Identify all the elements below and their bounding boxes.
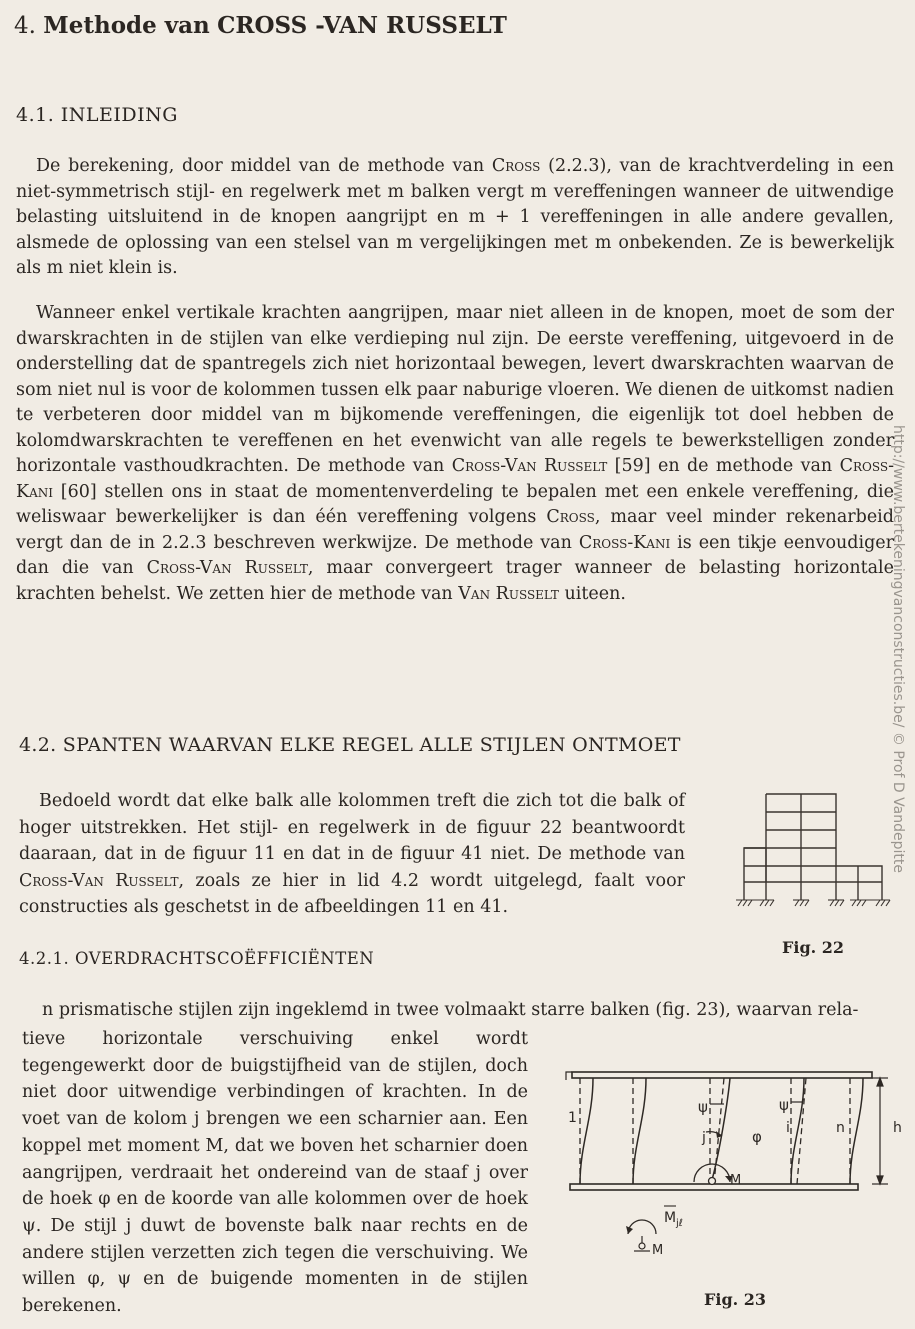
label-col-n: n <box>836 1120 845 1136</box>
label-moment-small: M <box>652 1243 664 1258</box>
label-col-i: i <box>786 1120 790 1136</box>
section-4-1-heading: 4.1. INLEIDING <box>16 104 178 126</box>
label-moment: M <box>730 1173 742 1188</box>
label-col-j: j <box>702 1130 706 1146</box>
label-col-1: 1 <box>568 1110 577 1126</box>
figure-22-frame-diagram <box>730 790 900 910</box>
label-psi-1: ψ <box>698 1098 708 1116</box>
paragraph-4-2: Bedoeld wordt dat elke balk alle kolommen treft die zich tot die balk of hoger uitstrekken. Het stijl- en regelwerk in de figuur 22 beantwoordt daaraan, dat in de figuur 11 en dat in de figuur 41 niet. De methode van Cross-Van Russelt, zoals ze hier in lid 4.2 wordt uitgelegd, faalt voor constructies als geschetst in de afbeeldingen 11 en 41. <box>19 791 685 917</box>
label-phi: φ <box>752 1128 762 1146</box>
chapter-title: 4. Methode van CROSS -VAN RUSSELT <box>14 12 507 39</box>
paragraph-4-2-1-body: tieve horizontale verschuiving enkel wordt tegengewerkt door de buigstijfheid van de stijlen, doch niet door uitwendige verbindingen of krachten. In de voet van de kolom j brengen we een scharnier aan. Een koppel met moment M, dat we boven het scharnier doen aangrijpen, verdraait het ondereind van de staaf j over de hoek φ en de koorde van alle kolommen over de hoek ψ. De stijl j duwt de bovenste balk naar rechts en de andere stijlen verzetten zich tegen die verschuiving. We willen φ, ψ en de buigende momenten in de stijlen berekenen. <box>22 1029 528 1317</box>
watermark: http://www.bertekeningvanconstructies.be/ © Prof D Vandepitte <box>890 425 906 873</box>
label-moment-jl-subscript: jℓ <box>676 1218 683 1229</box>
label-psi-2: ψ <box>779 1096 789 1114</box>
paragraph-intro-2: Wanneer enkel vertikale krachten aangrijpen, maar niet alleen in de knopen, moet de som der dwarskrachten in de stijlen van elke verdieping nul zijn. De eerste vereffening, uitgevoerd in de onderstelling dat de spantregels zich niet horizontaal bewegen, levert dwarskrachten waarvan de som niet nul is voor de kolommen tussen elk paar naburige vloeren. We dienen de uitkomst nadien te verbeteren door middel van m bijkomende vereffeningen, die eigenlijk tot doel hebben de kolomdwarskrachten te vereffenen en het evenwicht van alle regels te bewerkstelligen zonder horizontale vasthoudkrachten. De methode van Cross-Van Russelt [59] en de methode van Cross-Kani [60] stellen ons in staat de momentenverdeling te bepalen met een enkele vereffening, die weliswaar bewerkelijker is dan één vereffening volgens Cross, maar veel minder rekenarbeid vergt dan de in 2.2.3 beschreven werkwijze. De methode van Cross-Kani is een tikje eenvoudiger dan die van Cross-Van Russelt, maar convergeert trager wanneer de belasting horizontale krachten behelst. We zetten hier de methode van Van Russelt uiteen. <box>16 303 895 604</box>
label-height: h <box>893 1120 902 1136</box>
section-4-2-heading: 4.2. SPANTEN WAARVAN ELKE REGEL ALLE STIJLEN ONTMOET <box>19 734 681 756</box>
figure-23-caption: Fig. 23 <box>704 1290 767 1309</box>
hinge-symbol <box>709 1178 716 1185</box>
paragraph-intro-1: De berekening, door middel van de methode van Cross (2.2.3), van de krachtverdeling in een niet-symmetrisch stijl- en regelwerk met m balken vergt m vereffeningen wanneer de uitwendige belasting uitsluitend in de knopen aangrijpt en m + 1 vereffeningen in alle andere gevallen, alsmede de oplossing van een stelsel van m vergelijkingen met m onbekenden. Ze is bewerkelijk als m niet klein is. <box>16 156 895 278</box>
figure-22-caption: Fig. 22 <box>782 938 845 957</box>
label-moment-jl: M <box>664 1210 677 1226</box>
paragraph-4-2-1-first-line: n prismatische stijlen zijn ingeklemd in twee volmaakt starre balken (fig. 23), waarvan rela- <box>42 1000 859 1020</box>
section-4-2-1-heading: 4.2.1. OVERDRACHTSCOËFFICIËNTEN <box>19 949 375 968</box>
figure-23-diagram <box>560 1060 900 1270</box>
